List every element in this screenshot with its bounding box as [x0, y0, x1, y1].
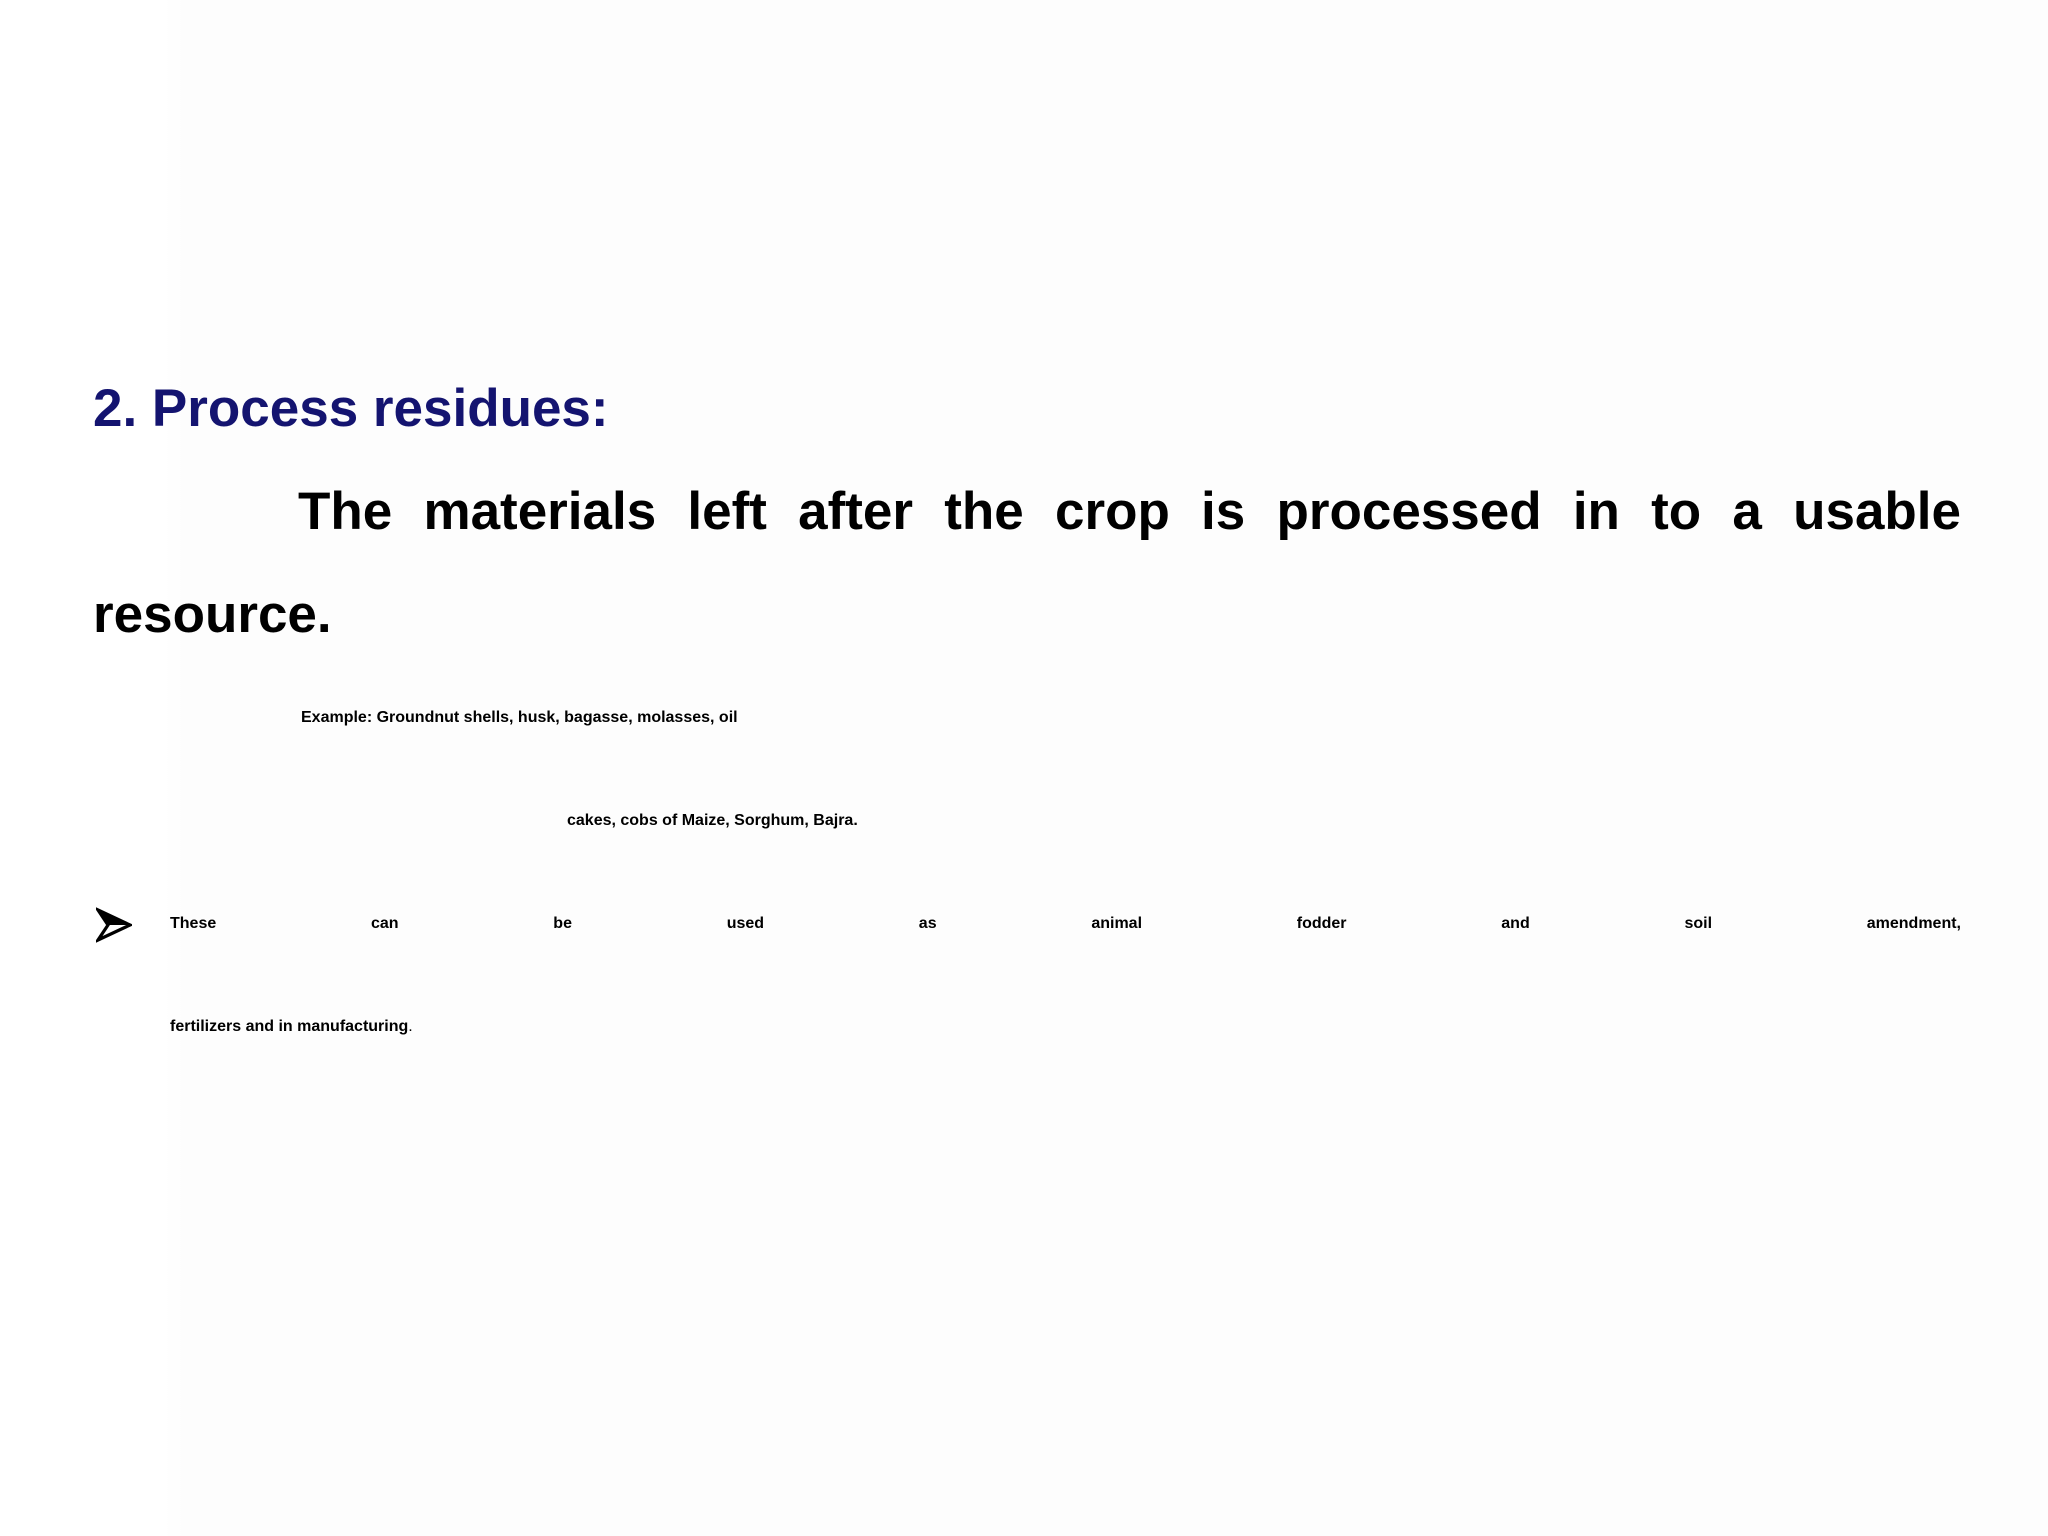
section-heading: 2. Process residues: [93, 379, 609, 438]
example-line-1: Example: Groundnut shells, husk, bagasse, molasses, oil [301, 709, 738, 726]
example-block [93, 685, 1961, 891]
definition-text-1: The materials left after the crop is processed in to a usable [298, 482, 1961, 541]
bullet-text-2-period: . [408, 1018, 413, 1035]
example-line-2: cakes, cobs of Maize, Sorghum, Bajra. [567, 812, 858, 829]
bullet-item [93, 891, 1961, 1097]
bullet-text-2 [170, 994, 413, 1060]
slide-content [93, 376, 1961, 1097]
bullet-text-2-main: fertilizers and in manufacturing [170, 1018, 409, 1035]
definition-line-2: resource. [93, 585, 332, 644]
arrowhead-bullet-icon [96, 907, 132, 943]
bullet-text-1: These can be used as animal fodder and soil amendment, [170, 915, 1961, 932]
definition-line-1 [93, 479, 1961, 582]
